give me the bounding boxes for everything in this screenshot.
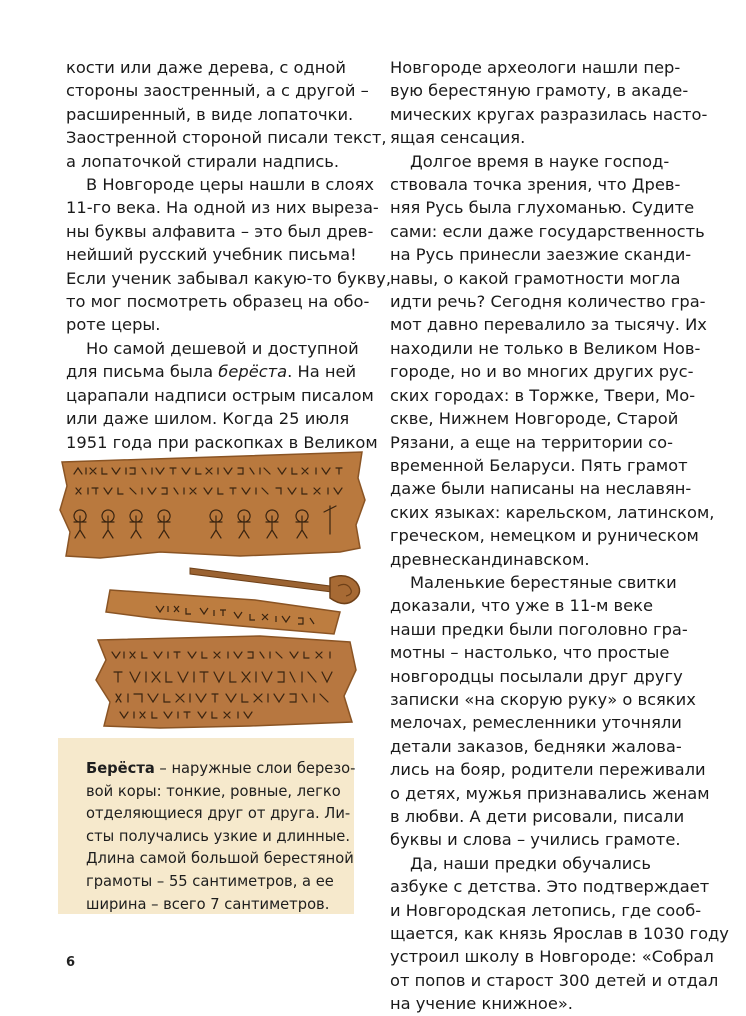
text-line — [66, 360, 366, 383]
text-line: нейший русский учебник письма! — [66, 245, 357, 265]
text-line: ских городах: в Торжке, Твери, Мо- — [390, 385, 696, 405]
text-line: щается, как князь Ярослав в 1030 году — [390, 924, 729, 944]
text-line: ских языках: карельском, латинском, — [390, 502, 715, 522]
text-line: царапали надписи острым писалом — [66, 385, 374, 405]
text-line: городе, но и во многих других рус- — [390, 362, 694, 382]
text-line: временной Беларуси. Пять грамот — [390, 455, 688, 475]
text-line: ны буквы алфавита – это был древ- — [66, 221, 374, 241]
text-line: мелочах, ремесленники уточняли — [390, 713, 682, 733]
right-paragraph-4 — [390, 852, 702, 875]
left-column — [66, 56, 391, 454]
text-fragment: – наружные слои березо- — [154, 760, 356, 777]
text-line: лись на бояр, родители переживали — [390, 760, 706, 780]
text-line: Если ученик забывал какую-то букву, — [66, 268, 391, 288]
text-line: роте церы. — [66, 315, 161, 335]
text-line: а лопаточкой стирали надпись. — [66, 151, 340, 171]
text-line: Маленькие берестяные свитки — [410, 572, 677, 592]
text-line: в любви. А дети рисовали, писали — [390, 807, 685, 826]
text-line: мических кругах разразилась насто- — [390, 104, 708, 124]
text-line: Заостренной стороной писали текст, — [66, 128, 387, 148]
text-line: или даже шилом. Когда 25 июля — [66, 409, 350, 429]
text-line: отделяющиеся друг от друга. Ли- — [86, 805, 351, 823]
left-paragraph-3 — [66, 337, 366, 360]
text-fragment: для письма была — [66, 362, 219, 382]
text-line: Но самой дешевой и доступной — [86, 338, 359, 358]
text-line: от попов и старост 300 детей и отдал — [390, 970, 719, 990]
right-paragraph-2 — [390, 150, 702, 173]
text-line: наши предки были поголовно гра- — [390, 619, 688, 639]
text-fragment: . На ней — [287, 362, 357, 382]
text-line: детали заказов, бедняки жалова- — [390, 736, 682, 756]
text-line: то мог посмотреть образец на обо- — [66, 292, 370, 312]
text-line: В Новгороде церы нашли в слоях — [86, 175, 375, 195]
right-paragraph-3-cont — [390, 594, 710, 851]
text-line: ширина – всего 7 сантиметров. — [86, 895, 330, 913]
text-line: 11-го века. На одной из них выреза- — [66, 198, 379, 218]
text-line: мот давно перевалило за тысячу. Их — [390, 315, 707, 335]
text-line: кости или даже дерева, с одной — [66, 58, 346, 77]
text-line: вую берестяную грамоту, в акаде- — [390, 81, 689, 101]
left-paragraph-1 — [66, 56, 387, 173]
emphasis-term: берёста — [218, 362, 288, 382]
text-line: устроил школу в Новгороде: «Собрал — [390, 947, 714, 967]
left-paragraph-2-cont — [66, 196, 391, 336]
right-paragraph-2-cont — [390, 173, 715, 571]
definition-box — [58, 738, 354, 914]
text-line: записки «на скорую руку» о всяких — [390, 689, 696, 709]
text-line: доказали, что уже в 11-м веке — [390, 596, 654, 616]
text-line: навы, о какой грамотности могла — [390, 268, 681, 288]
text-line: на Русь принесли заезжие сканди- — [390, 245, 692, 265]
text-line: азбуке с детства. Это подтверждает — [390, 877, 710, 897]
page-number: 6 — [66, 955, 76, 970]
text-line: 1951 года при раскопках в Великом — [66, 432, 378, 452]
text-line: Рязани, а еще на территории со- — [390, 432, 673, 452]
text-line: стороны заостренный, а с другой – — [66, 81, 369, 101]
text-line: греческом, немецком и руническом — [390, 526, 699, 546]
text-line: о детях, мужья признавались женам — [390, 783, 710, 803]
text-line: вой коры: тонкие, ровные, легко — [86, 782, 341, 800]
text-line: новгородцы посылали друг другу — [390, 666, 683, 686]
text-line: находили не только в Великом Нов- — [390, 338, 701, 358]
text-line: даже были написаны на неславян- — [390, 479, 692, 499]
text-line: расширенный, в виде лопаточки. — [66, 104, 354, 124]
text-line: Да, наши предки обучались — [410, 853, 651, 873]
birch-bark-letters-illustration — [40, 440, 370, 740]
left-paragraph-2 — [66, 173, 375, 196]
text-line: Долгое время в науке господ- — [410, 151, 670, 171]
text-line: древнескандинавском. — [390, 549, 590, 569]
right-paragraph-1 — [390, 56, 708, 150]
text-line: идти речь? Сегодня количество гра- — [390, 292, 706, 312]
text-line: буквы и слова – учились грамоте. — [390, 830, 681, 850]
right-paragraph-4-cont — [390, 875, 729, 1015]
text-line: и Новгородская летопись, где сооб- — [390, 900, 702, 920]
definition-term: Берёста — [86, 760, 155, 777]
text-line: няя Русь была глухоманью. Судите — [390, 198, 695, 218]
text-line — [86, 758, 356, 781]
right-column — [390, 56, 729, 1016]
text-line: на учение книжное». — [390, 994, 573, 1014]
text-line: сами: если даже государственность — [390, 221, 705, 241]
text-line: ствовала точка зрения, что Древ- — [390, 175, 681, 195]
text-line: Длина самой большой берестяной — [86, 850, 354, 868]
text-line: Новгороде археологи нашли пер- — [390, 58, 681, 77]
text-line: сты получались узкие и длинные. — [86, 827, 351, 845]
text-line: мотны – настолько, что простые — [390, 643, 670, 663]
right-paragraph-3 — [390, 571, 702, 594]
text-line: ящая сенсация. — [390, 128, 526, 148]
text-line: скве, Нижнем Новгороде, Старой — [390, 409, 679, 429]
text-line: грамоты – 55 сантиметров, а ее — [86, 872, 334, 890]
